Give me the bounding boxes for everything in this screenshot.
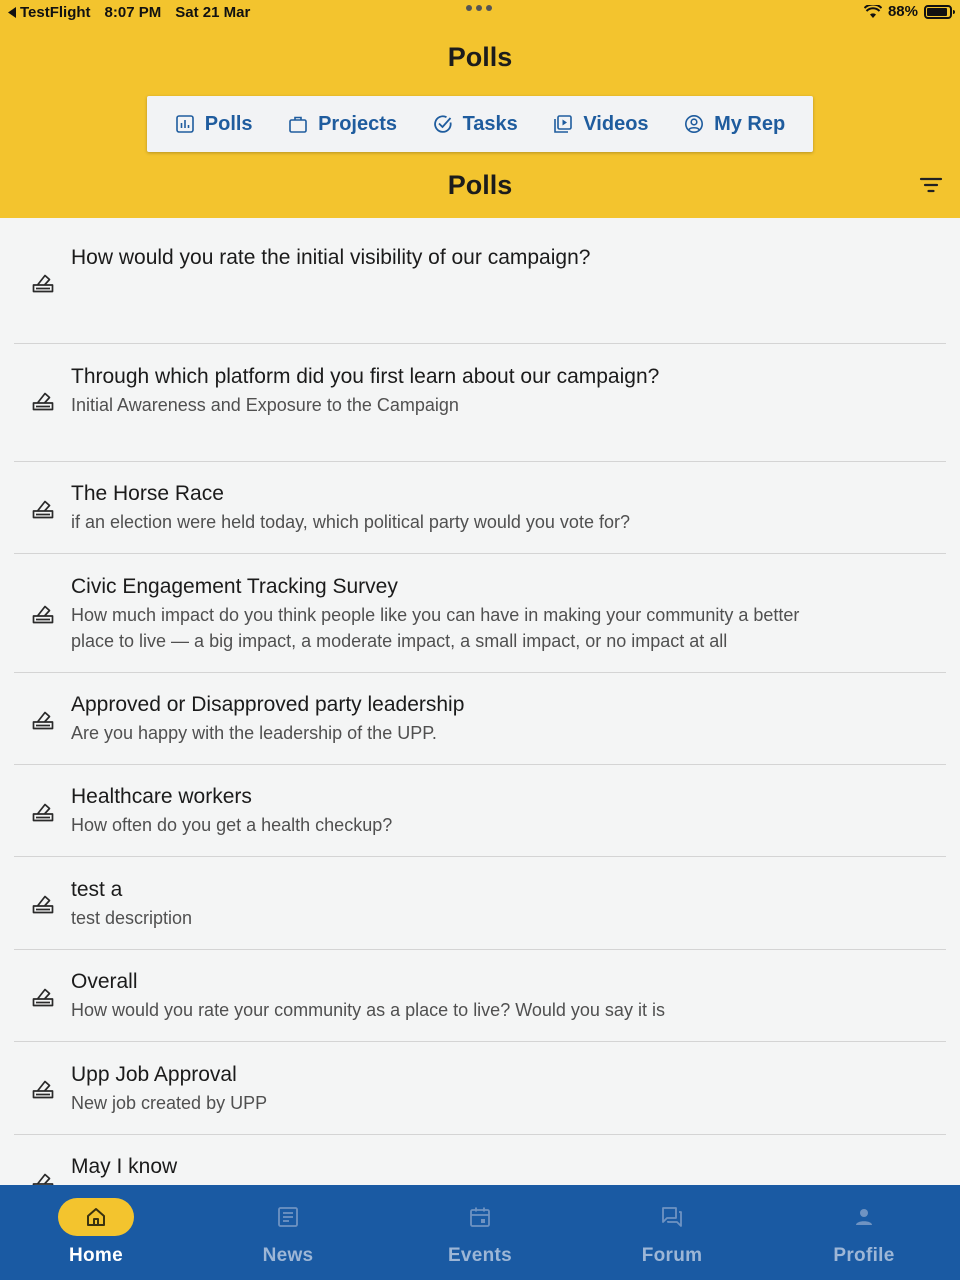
- person-icon: [852, 1205, 876, 1229]
- poll-item[interactable]: [14, 1042, 946, 1135]
- back-app-label: TestFlight: [20, 4, 91, 21]
- tab-label: My Rep: [714, 112, 786, 135]
- back-triangle-icon: [8, 7, 17, 18]
- battery-icon: [924, 5, 952, 19]
- app-header: [0, 0, 960, 218]
- poll-description: Are you happy with the leadership of the UPP.: [71, 723, 437, 743]
- poll-description: test description: [71, 907, 193, 928]
- bottom-navigation: [0, 1185, 960, 1280]
- poll-title: Approved or Disapproved party leadership: [71, 693, 465, 716]
- poll-item[interactable]: [14, 218, 946, 344]
- status-time: 8:07 PM: [104, 4, 162, 21]
- poll-title: How would you rate the initial visibility of our campaign?: [71, 246, 591, 269]
- tab-polls[interactable]: [175, 113, 253, 136]
- page-title: Polls: [447, 42, 513, 72]
- back-to-testflight[interactable]: [8, 4, 91, 21]
- nav-label: News: [262, 1245, 314, 1266]
- poll-list: [14, 218, 946, 1185]
- tab-tasks[interactable]: [433, 113, 518, 136]
- battery-percent: 88%: [887, 3, 918, 20]
- tab-my-rep[interactable]: [684, 113, 785, 136]
- top-tab-bar: [147, 96, 813, 152]
- wifi-icon: [864, 5, 882, 19]
- poll-title: Overall: [71, 970, 138, 993]
- nav-events[interactable]: [384, 1185, 576, 1280]
- nav-profile[interactable]: [768, 1185, 960, 1280]
- poll-description: How would you rate your community as a place to live? Would you say it is: [71, 1000, 665, 1020]
- poll-item[interactable]: [14, 462, 946, 554]
- nav-label: Forum: [641, 1245, 703, 1266]
- ballot-box-icon: [31, 984, 55, 1008]
- tab-label: Projects: [318, 112, 398, 135]
- poll-title: May I know: [71, 1155, 178, 1178]
- poll-description: New job created by UPP: [71, 1092, 268, 1113]
- poll-item[interactable]: [14, 950, 946, 1042]
- poll-item[interactable]: [14, 1135, 946, 1185]
- check-circle-icon: [433, 114, 453, 134]
- nav-label: Home: [69, 1245, 123, 1266]
- ballot-box-icon: [31, 388, 55, 412]
- poll-title: The Horse Race: [71, 482, 224, 505]
- poll-title: Upp Job Approval: [71, 1062, 237, 1086]
- section-title: Polls: [447, 170, 513, 200]
- multitasking-dots-icon[interactable]: [466, 5, 492, 11]
- nav-label: Events: [447, 1245, 513, 1266]
- home-icon: [84, 1205, 108, 1229]
- poll-description: Initial Awareness and Exposure to the Campaign: [71, 395, 459, 415]
- poll-title: test a: [71, 877, 123, 901]
- ballot-box-icon: [31, 891, 55, 915]
- status-date: Sat 21 Mar: [175, 4, 251, 21]
- nav-home[interactable]: [0, 1185, 192, 1280]
- filter-icon[interactable]: [918, 174, 944, 196]
- ballot-box-icon: [31, 496, 55, 520]
- bar-chart-icon: [175, 114, 195, 134]
- tab-label: Polls: [204, 112, 253, 135]
- poll-item[interactable]: [14, 857, 946, 950]
- tab-projects[interactable]: [288, 113, 397, 136]
- ballot-box-icon: [31, 1169, 55, 1185]
- poll-description: How often do you get a health checkup?: [71, 815, 393, 835]
- tab-videos[interactable]: [553, 113, 648, 136]
- ballot-box-icon: [31, 799, 55, 823]
- tab-label: Videos: [583, 112, 649, 135]
- ballot-box-icon: [31, 1076, 55, 1100]
- ballot-box-icon: [31, 601, 55, 625]
- calendar-icon: [468, 1205, 492, 1229]
- video-library-icon: [553, 114, 573, 134]
- poll-item[interactable]: [14, 554, 946, 673]
- briefcase-icon: [288, 114, 308, 134]
- poll-description: if an election were held today, which political party would you vote for?: [71, 512, 630, 532]
- status-bar: [0, 0, 960, 24]
- poll-title: Through which platform did you first learn about our campaign?: [71, 365, 660, 388]
- poll-item[interactable]: [14, 673, 946, 765]
- poll-item[interactable]: [14, 765, 946, 857]
- ballot-box-icon: [31, 707, 55, 731]
- poll-description: How much impact do you think people like you can have in making your community a better place to live — a big impact, a moderate impact, a small impact, or no impact at all: [71, 604, 800, 651]
- nav-news[interactable]: [192, 1185, 384, 1280]
- ballot-box-icon: [31, 270, 55, 294]
- forum-icon: [660, 1205, 684, 1229]
- poll-item[interactable]: [14, 344, 946, 462]
- poll-title: Healthcare workers: [71, 785, 252, 808]
- nav-forum[interactable]: [576, 1185, 768, 1280]
- poll-title: Civic Engagement Tracking Survey: [71, 574, 398, 598]
- news-icon: [276, 1205, 300, 1229]
- user-circle-icon: [684, 114, 704, 134]
- tab-label: Tasks: [462, 112, 518, 135]
- nav-label: Profile: [833, 1245, 895, 1266]
